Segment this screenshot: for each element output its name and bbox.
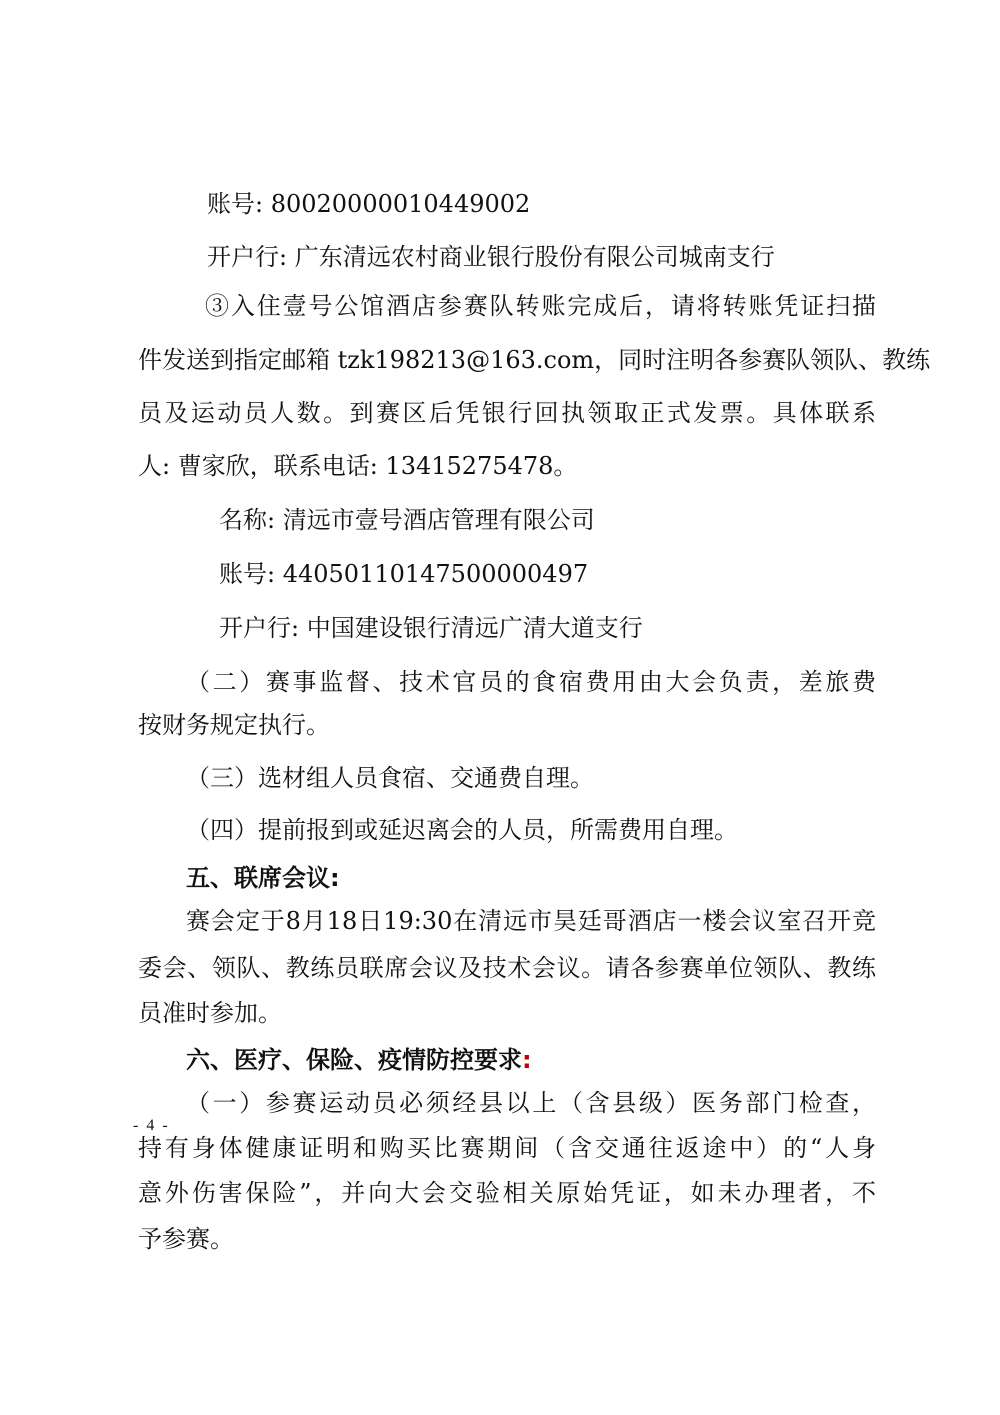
paragraph-line: 予参赛。 [138, 1225, 234, 1253]
page-number: - 4 - [133, 1117, 170, 1134]
company-name: 名称: 清远市壹号酒店管理有限公司 [219, 506, 595, 534]
heading-colon: : [522, 1046, 532, 1074]
account-number-2: 账号: 44050110147500000497 [219, 560, 589, 588]
section-heading-six-text: 六、医疗、保险、疫情防控要求 [186, 1046, 522, 1074]
paragraph-line: 员准时参加。 [138, 999, 282, 1027]
paragraph-line: 赛会定于8月18日19:30在清远市昊廷哥酒店一楼会议室召开竞 [186, 907, 876, 935]
paragraph-line: 委会、领队、教练员联席会议及技术会议。请各参赛单位领队、教练 [138, 954, 876, 982]
paragraph-line: （一）参赛运动员必须经县以上（含县级）医务部门检查， [186, 1089, 876, 1117]
paragraph-line: （三）选材组人员食宿、交通费自理。 [186, 764, 594, 792]
bank-branch-1: 开户行: 广东清远农村商业银行股份有限公司城南支行 [207, 243, 775, 271]
paragraph-line: （四）提前报到或延迟离会的人员，所需费用自理。 [186, 816, 738, 844]
bank-branch-2: 开户行: 中国建设银行清远广清大道支行 [219, 614, 643, 642]
paragraph-line: 员及运动员人数。到赛区后凭银行回执领取正式发票。具体联系 [138, 399, 876, 427]
paragraph-line: 按财务规定执行。 [138, 711, 330, 739]
account-number-1: 账号: 80020000010449002 [207, 190, 531, 218]
section-heading-five: 五、联席会议: [186, 864, 340, 892]
paragraph-line: 意外伤害保险”，并向大会交验相关原始凭证，如未办理者，不 [138, 1179, 876, 1207]
section-heading-six [186, 1043, 532, 1077]
paragraph-line: ③入住壹号公馆酒店参赛队转账完成后，请将转账凭证扫描 [205, 292, 876, 320]
contact-line: 人: 曹家欣，联系电话: 13415275478。 [138, 452, 578, 480]
paragraph-line: 件发送到指定邮箱 tzk198213@163.com，同时注明各参赛队领队、教练 [138, 346, 931, 374]
paragraph-line: （二）赛事监督、技术官员的食宿费用由大会负责，差旅费 [186, 668, 876, 696]
paragraph-line: 持有身体健康证明和购买比赛期间（含交通往返途中）的“人身 [138, 1134, 876, 1162]
